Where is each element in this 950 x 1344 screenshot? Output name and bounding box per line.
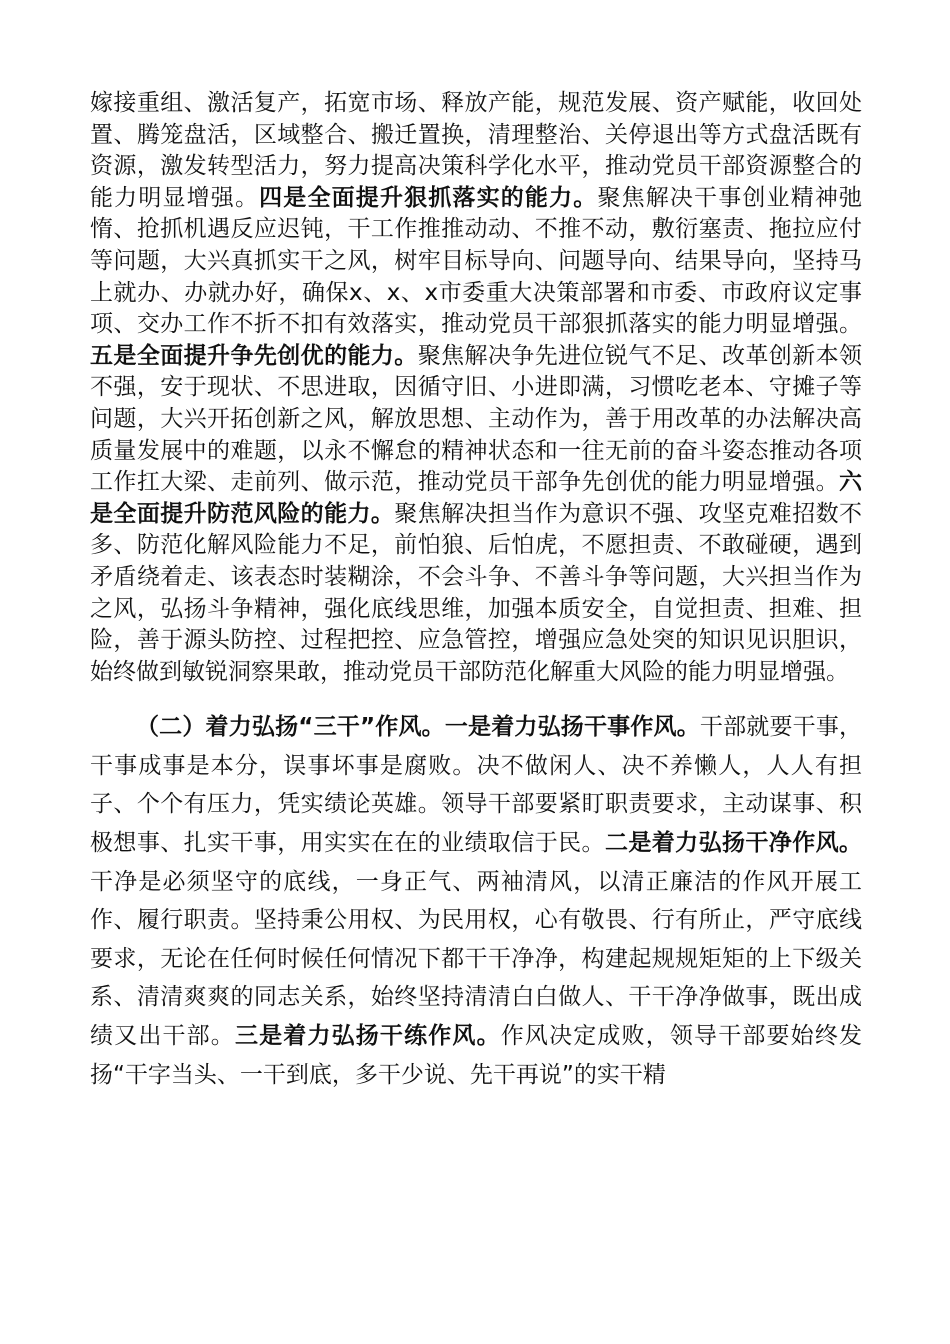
- text-segment: 嫁接重组、激活复产，拓宽市场、释放产能，规范发展、资产赋能，收回处置、腾笼盘活，区域整合、搬迁置换，清理整治、关停退出等方式盘活既有资源，激发转型活力，努力提高决策科学化水平，推动党员干部资源整合的能力明显增强。: [90, 90, 862, 211]
- text-segment: 干净是必须坚守的底线，一身正气、两袖清风，以清正廉洁的作风开展工作、履行职责。坚持秉公用权、为民用权，心有敬畏、行有所止，严守底线要求，无论在任何时候任何情况下都干干净净，构建起规规矩矩的上下级关系、清清爽爽的同志关系，始终坚持清清白白做人、干干净净做事，既出成绩又出干部。: [90, 868, 862, 1050]
- paragraph-capabilities: [90, 88, 862, 688]
- bold-heading-segment: （二）着力弘扬“三干”作风。一是着力弘扬干事作风。: [136, 714, 700, 741]
- bold-heading-segment: 二是着力弘扬干净作风。: [604, 830, 862, 857]
- text-segment: 干部就要干事，干事成事是本分，误事坏事是腐败。决不做闲人、决不养懒人，人人有担子、个个有压力，凭实绩论英雄。领导干部要紧盯职责要求，主动谋事、积极想事、扎实干事，用实实在在的业绩取信于民。: [90, 714, 863, 857]
- text-segment: 作风决定成败，领导干部要始终发扬“干字当头、一干到底，多干少说、先干再说”的实干精: [90, 1023, 863, 1088]
- text-segment: 聚焦解决干事创业精神弛惰、抢抓机遇反应迟钝，干工作推推动动、不推不动，敷衍塞责、拖拉应付等问题，大兴真抓实干之风，树牢目标导向、问题导向、结果导向，坚持马上就办、办就办好，确保x、x、x市委重大决策部署和市委、市政府议定事项、交办工作不折不扣有效落实，推动党员干部狠抓落实的能力明显增强。: [90, 184, 863, 338]
- bold-heading-segment: 四是全面提升狠抓落实的能力。: [259, 184, 598, 211]
- bold-heading-segment: 六是全面提升防范风险的能力。: [90, 469, 862, 527]
- text-segment: 聚焦解决担当作为意识不强、攻坚克难招数不多、防范化解风险能力不足，前怕狼、后怕虎，不愿担责、不敢碰硬，遇到矛盾绕着走、该表态时装糊涂，不会斗争、不善斗争等问题，大兴担当作为之风，弘扬斗争精神，强化底线思维，加强本质安全，自觉担责、担难、担险，善于源头防控、过程把控、应急管控，增强应急处突的知识见识胆识，始终做到敏锐洞察果敢，推动党员干部防范化解重大风险的能力明显增强。: [90, 500, 862, 685]
- bold-heading-segment: 三是着力弘扬干练作风。: [234, 1023, 501, 1050]
- bold-heading-segment: 五是全面提升争先创优的能力。: [90, 342, 418, 369]
- paragraph-work-style: [90, 708, 862, 1094]
- text-segment: 聚焦解决争先进位锐气不足、改革创新本领不强，安于现状、不思进取，因循守旧、小进即满，习惯吃老本、守摊子等问题，大兴开拓创新之风，解放思想、主动作为，善于用改革的办法解决高质量发展中的难题，以永不懈怠的精神状态和一往无前的奋斗姿态推动各项工作扛大梁、走前列、做示范，推动党员干部争先创优的能力明显增强。: [90, 342, 862, 496]
- document-page: [90, 88, 862, 1094]
